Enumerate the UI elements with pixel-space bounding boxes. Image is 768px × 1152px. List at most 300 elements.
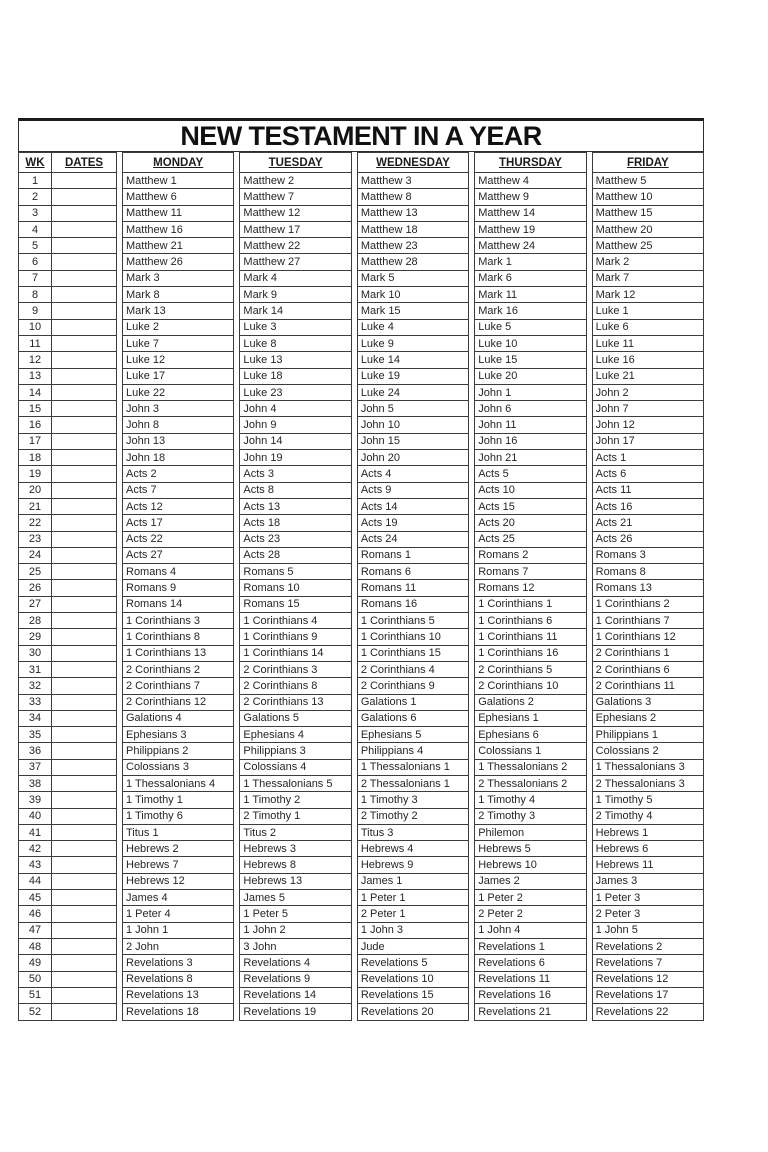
table-row: [240, 841, 351, 857]
reading-cell: 2 Corinthians 3: [240, 661, 351, 677]
week-number-cell: 45: [19, 890, 52, 906]
table-row: [123, 922, 234, 938]
table-row: [357, 531, 468, 547]
table-row: [592, 319, 703, 335]
table-row: [357, 433, 468, 449]
reading-cell: Romans 14: [123, 596, 234, 612]
reading-cell: Matthew 19: [475, 221, 586, 237]
day-column-wednesday: [357, 152, 469, 1021]
table-row: [19, 971, 117, 987]
reading-cell: 1 Timothy 1: [123, 792, 234, 808]
table-row: [475, 759, 586, 775]
table-row: [123, 498, 234, 514]
table-row: [123, 531, 234, 547]
reading-cell: 1 Corinthians 2: [592, 596, 703, 612]
reading-cell: James 4: [123, 890, 234, 906]
reading-cell: Hebrews 8: [240, 857, 351, 873]
reading-cell: 1 Thessalonians 5: [240, 775, 351, 791]
table-row: [123, 173, 234, 189]
reading-cell: Revelations 19: [240, 1004, 351, 1021]
reading-cell: Matthew 27: [240, 254, 351, 270]
dates-cell: [52, 173, 117, 189]
table-row: [592, 629, 703, 645]
week-number-cell: 24: [19, 547, 52, 563]
table-row: [240, 1004, 351, 1021]
table-row: [357, 368, 468, 384]
reading-cell: Revelations 16: [475, 987, 586, 1003]
header-row: [357, 153, 468, 173]
table-row: [19, 808, 117, 824]
table-row: [475, 482, 586, 498]
table-row: [475, 857, 586, 873]
header-row: [19, 153, 117, 173]
dates-cell: [52, 238, 117, 254]
reading-cell: Hebrews 4: [357, 841, 468, 857]
reading-cell: Matthew 13: [357, 205, 468, 221]
table-row: [357, 580, 468, 596]
table-row: [357, 1004, 468, 1021]
reading-cell: John 12: [592, 417, 703, 433]
week-number-cell: 23: [19, 531, 52, 547]
table-row: [475, 743, 586, 759]
dates-cell: [52, 450, 117, 466]
table-row: [357, 971, 468, 987]
table-row: [123, 580, 234, 596]
reading-cell: Hebrews 2: [123, 841, 234, 857]
reading-cell: Ephesians 6: [475, 727, 586, 743]
reading-cell: Colossians 4: [240, 759, 351, 775]
reading-cell: Matthew 18: [357, 221, 468, 237]
dates-cell: [52, 498, 117, 514]
reading-cell: Acts 1: [592, 450, 703, 466]
reading-cell: Matthew 23: [357, 238, 468, 254]
table-row: [475, 303, 586, 319]
table-row: [240, 743, 351, 759]
reading-cell: Mark 12: [592, 287, 703, 303]
table-row: [123, 613, 234, 629]
reading-cell: 1 Peter 5: [240, 906, 351, 922]
reading-cell: Acts 28: [240, 547, 351, 563]
reading-cell: John 10: [357, 417, 468, 433]
reading-cell: Hebrews 9: [357, 857, 468, 873]
reading-cell: 1 Corinthians 15: [357, 645, 468, 661]
table-row: [19, 531, 117, 547]
reading-cell: Mark 16: [475, 303, 586, 319]
table-row: [475, 417, 586, 433]
week-number-cell: 42: [19, 841, 52, 857]
table-row: [357, 254, 468, 270]
reading-cell: Acts 26: [592, 531, 703, 547]
reading-cell: Romans 15: [240, 596, 351, 612]
reading-cell: John 7: [592, 401, 703, 417]
table-row: [240, 759, 351, 775]
table-row: [123, 987, 234, 1003]
table-row: [592, 189, 703, 205]
column-header-wednesday: WEDNESDAY: [357, 153, 468, 173]
table-row: [19, 287, 117, 303]
reading-cell: Matthew 11: [123, 205, 234, 221]
reading-cell: 2 Corinthians 12: [123, 694, 234, 710]
table-row: [592, 971, 703, 987]
table-row: [19, 254, 117, 270]
reading-cell: Titus 2: [240, 824, 351, 840]
reading-cell: John 16: [475, 433, 586, 449]
reading-cell: Romans 10: [240, 580, 351, 596]
reading-cell: 1 Corinthians 5: [357, 613, 468, 629]
table-row: [240, 727, 351, 743]
table-row: [19, 498, 117, 514]
table-row: [19, 466, 117, 482]
table-row: [475, 205, 586, 221]
table-row: [592, 287, 703, 303]
table-row: [240, 450, 351, 466]
reading-cell: Romans 4: [123, 564, 234, 580]
table-row: [19, 352, 117, 368]
table-row: [592, 1004, 703, 1021]
table-row: [592, 775, 703, 791]
week-number-cell: 14: [19, 384, 52, 400]
table-row: [19, 955, 117, 971]
table-row: [19, 450, 117, 466]
column-header-tuesday: TUESDAY: [240, 153, 351, 173]
reading-cell: Romans 1: [357, 547, 468, 563]
reading-cell: John 11: [475, 417, 586, 433]
table-row: [357, 857, 468, 873]
table-row: [123, 873, 234, 889]
table-row: [19, 1004, 117, 1021]
table-row: [475, 270, 586, 286]
table-row: [357, 515, 468, 531]
reading-cell: Matthew 9: [475, 189, 586, 205]
week-number-cell: 4: [19, 221, 52, 237]
reading-cell: Acts 14: [357, 498, 468, 514]
table-row: [592, 531, 703, 547]
table-row: [475, 564, 586, 580]
reading-cell: Luke 2: [123, 319, 234, 335]
reading-cell: Revelations 9: [240, 971, 351, 987]
table-row: [19, 238, 117, 254]
column-header-dates: DATES: [52, 153, 117, 173]
week-number-cell: 46: [19, 906, 52, 922]
table-row: [475, 335, 586, 351]
reading-cell: Luke 22: [123, 384, 234, 400]
reading-cell: Acts 25: [475, 531, 586, 547]
table-row: [19, 221, 117, 237]
table-row: [19, 890, 117, 906]
table-row: [592, 303, 703, 319]
reading-cell: Acts 19: [357, 515, 468, 531]
table-row: [475, 694, 586, 710]
dates-cell: [52, 955, 117, 971]
reading-cell: 2 Corinthians 11: [592, 678, 703, 694]
table-row: [592, 678, 703, 694]
reading-cell: 1 Corinthians 13: [123, 645, 234, 661]
table-row: [123, 515, 234, 531]
reading-cell: Matthew 24: [475, 238, 586, 254]
reading-cell: Luke 4: [357, 319, 468, 335]
table-row: [357, 205, 468, 221]
reading-cell: Luke 9: [357, 335, 468, 351]
dates-cell: [52, 384, 117, 400]
reading-cell: Matthew 12: [240, 205, 351, 221]
week-number-cell: 36: [19, 743, 52, 759]
reading-cell: 1 Peter 3: [592, 890, 703, 906]
dates-cell: [52, 547, 117, 563]
table-row: [19, 906, 117, 922]
table-row: [123, 710, 234, 726]
table-row: [240, 352, 351, 368]
dates-cell: [52, 254, 117, 270]
reading-cell: 1 Corinthians 11: [475, 629, 586, 645]
week-number-cell: 41: [19, 824, 52, 840]
table-row: [240, 971, 351, 987]
reading-cell: Acts 3: [240, 466, 351, 482]
table-row: [19, 759, 117, 775]
table-row: [123, 792, 234, 808]
table-row: [475, 613, 586, 629]
reading-cell: Revelations 8: [123, 971, 234, 987]
table-row: [123, 450, 234, 466]
reading-cell: Matthew 26: [123, 254, 234, 270]
table-row: [123, 890, 234, 906]
week-number-cell: 3: [19, 205, 52, 221]
table-row: [123, 401, 234, 417]
reading-cell: Mark 2: [592, 254, 703, 270]
reading-cell: 1 Corinthians 9: [240, 629, 351, 645]
table-row: [475, 352, 586, 368]
table-row: [19, 743, 117, 759]
table-row: [240, 792, 351, 808]
table-row: [592, 596, 703, 612]
table-row: [19, 580, 117, 596]
table-row: [123, 775, 234, 791]
table-row: [123, 352, 234, 368]
reading-cell: Acts 23: [240, 531, 351, 547]
table-row: [475, 775, 586, 791]
dates-cell: [52, 1004, 117, 1021]
reading-cell: Matthew 17: [240, 221, 351, 237]
table-row: [240, 173, 351, 189]
reading-cell: Jude: [357, 938, 468, 954]
reading-cell: 1 Timothy 2: [240, 792, 351, 808]
week-number-cell: 12: [19, 352, 52, 368]
reading-cell: Hebrews 5: [475, 841, 586, 857]
reading-cell: Mark 1: [475, 254, 586, 270]
table-row: [592, 710, 703, 726]
dates-cell: [52, 401, 117, 417]
dates-cell: [52, 808, 117, 824]
table-row: [592, 498, 703, 514]
table-row: [123, 661, 234, 677]
reading-cell: 1 Corinthians 3: [123, 613, 234, 629]
table-row: [240, 596, 351, 612]
dates-cell: [52, 205, 117, 221]
week-number-cell: 11: [19, 335, 52, 351]
table-row: [592, 955, 703, 971]
table-row: [592, 238, 703, 254]
week-number-cell: 51: [19, 987, 52, 1003]
week-number-cell: 43: [19, 857, 52, 873]
reading-cell: Luke 16: [592, 352, 703, 368]
reading-cell: Acts 6: [592, 466, 703, 482]
table-row: [592, 922, 703, 938]
reading-cell: 2 Thessalonians 1: [357, 775, 468, 791]
dates-cell: [52, 482, 117, 498]
reading-cell: Luke 3: [240, 319, 351, 335]
reading-cell: Mark 13: [123, 303, 234, 319]
table-row: [19, 205, 117, 221]
reading-cell: John 17: [592, 433, 703, 449]
table-row: [475, 808, 586, 824]
reading-cell: 1 Timothy 6: [123, 808, 234, 824]
reading-plan-table: [18, 152, 704, 1021]
table-row: [357, 384, 468, 400]
reading-cell: 1 Corinthians 7: [592, 613, 703, 629]
table-row: [240, 906, 351, 922]
week-number-cell: 7: [19, 270, 52, 286]
week-number-cell: 25: [19, 564, 52, 580]
table-row: [240, 922, 351, 938]
reading-cell: Hebrews 1: [592, 824, 703, 840]
week-number-cell: 47: [19, 922, 52, 938]
table-row: [357, 352, 468, 368]
reading-cell: Revelations 4: [240, 955, 351, 971]
table-row: [240, 189, 351, 205]
reading-cell: Luke 14: [357, 352, 468, 368]
reading-cell: 2 Corinthians 4: [357, 661, 468, 677]
table-row: [357, 238, 468, 254]
table-row: [19, 841, 117, 857]
reading-cell: Matthew 1: [123, 173, 234, 189]
reading-cell: 1 John 2: [240, 922, 351, 938]
table-row: [123, 759, 234, 775]
reading-cell: Acts 13: [240, 498, 351, 514]
reading-cell: Revelations 3: [123, 955, 234, 971]
reading-cell: Romans 3: [592, 547, 703, 563]
reading-cell: Acts 8: [240, 482, 351, 498]
table-row: [475, 971, 586, 987]
dates-cell: [52, 303, 117, 319]
table-row: [19, 938, 117, 954]
table-row: [357, 417, 468, 433]
header-row: [592, 153, 703, 173]
reading-cell: 2 Thessalonians 2: [475, 775, 586, 791]
reading-cell: Matthew 16: [123, 221, 234, 237]
table-row: [123, 596, 234, 612]
table-row: [19, 987, 117, 1003]
table-row: [19, 710, 117, 726]
table-row: [592, 433, 703, 449]
table-row: [592, 335, 703, 351]
week-number-cell: 9: [19, 303, 52, 319]
reading-cell: Matthew 6: [123, 189, 234, 205]
week-number-cell: 37: [19, 759, 52, 775]
reading-cell: Revelations 15: [357, 987, 468, 1003]
reading-cell: 2 Corinthians 8: [240, 678, 351, 694]
table-row: [240, 661, 351, 677]
reading-cell: Mark 10: [357, 287, 468, 303]
table-row: [240, 547, 351, 563]
reading-cell: 2 John: [123, 938, 234, 954]
table-row: [19, 613, 117, 629]
week-number-cell: 50: [19, 971, 52, 987]
reading-cell: James 3: [592, 873, 703, 889]
reading-cell: Revelations 6: [475, 955, 586, 971]
reading-cell: John 8: [123, 417, 234, 433]
dates-cell: [52, 727, 117, 743]
table-row: [592, 384, 703, 400]
dates-cell: [52, 221, 117, 237]
reading-cell: Matthew 3: [357, 173, 468, 189]
table-row: [123, 1004, 234, 1021]
reading-cell: Romans 13: [592, 580, 703, 596]
reading-cell: 2 Peter 3: [592, 906, 703, 922]
table-row: [240, 629, 351, 645]
table-row: [592, 938, 703, 954]
reading-cell: Acts 24: [357, 531, 468, 547]
table-row: [475, 987, 586, 1003]
week-number-cell: 44: [19, 873, 52, 889]
reading-cell: Revelations 21: [475, 1004, 586, 1021]
reading-cell: Luke 5: [475, 319, 586, 335]
reading-cell: John 13: [123, 433, 234, 449]
table-row: [123, 270, 234, 286]
reading-cell: Acts 9: [357, 482, 468, 498]
dates-cell: [52, 580, 117, 596]
reading-cell: Titus 3: [357, 824, 468, 840]
reading-cell: Luke 8: [240, 335, 351, 351]
table-row: [123, 482, 234, 498]
table-row: [240, 221, 351, 237]
dates-cell: [52, 743, 117, 759]
reading-cell: Mark 14: [240, 303, 351, 319]
table-row: [240, 498, 351, 514]
reading-cell: Romans 8: [592, 564, 703, 580]
week-number-cell: 40: [19, 808, 52, 824]
reading-cell: John 3: [123, 401, 234, 417]
reading-cell: 1 John 4: [475, 922, 586, 938]
reading-cell: Acts 18: [240, 515, 351, 531]
reading-cell: Romans 16: [357, 596, 468, 612]
table-row: [475, 906, 586, 922]
table-row: [357, 645, 468, 661]
week-number-cell: 10: [19, 319, 52, 335]
week-number-cell: 28: [19, 613, 52, 629]
dates-cell: [52, 564, 117, 580]
table-row: [123, 384, 234, 400]
week-number-cell: 8: [19, 287, 52, 303]
reading-cell: Luke 7: [123, 335, 234, 351]
reading-cell: Luke 13: [240, 352, 351, 368]
reading-cell: Acts 5: [475, 466, 586, 482]
reading-plan-sheet: [18, 118, 704, 1021]
dates-cell: [52, 661, 117, 677]
dates-cell: [52, 873, 117, 889]
table-row: [19, 368, 117, 384]
reading-cell: Luke 15: [475, 352, 586, 368]
table-row: [357, 694, 468, 710]
dates-cell: [52, 189, 117, 205]
reading-cell: Philippians 4: [357, 743, 468, 759]
table-row: [357, 613, 468, 629]
table-row: [240, 955, 351, 971]
table-row: [592, 727, 703, 743]
table-row: [123, 743, 234, 759]
reading-cell: 2 Corinthians 13: [240, 694, 351, 710]
column-header-thursday: THURSDAY: [475, 153, 586, 173]
table-row: [240, 319, 351, 335]
reading-cell: 1 Thessalonians 4: [123, 775, 234, 791]
